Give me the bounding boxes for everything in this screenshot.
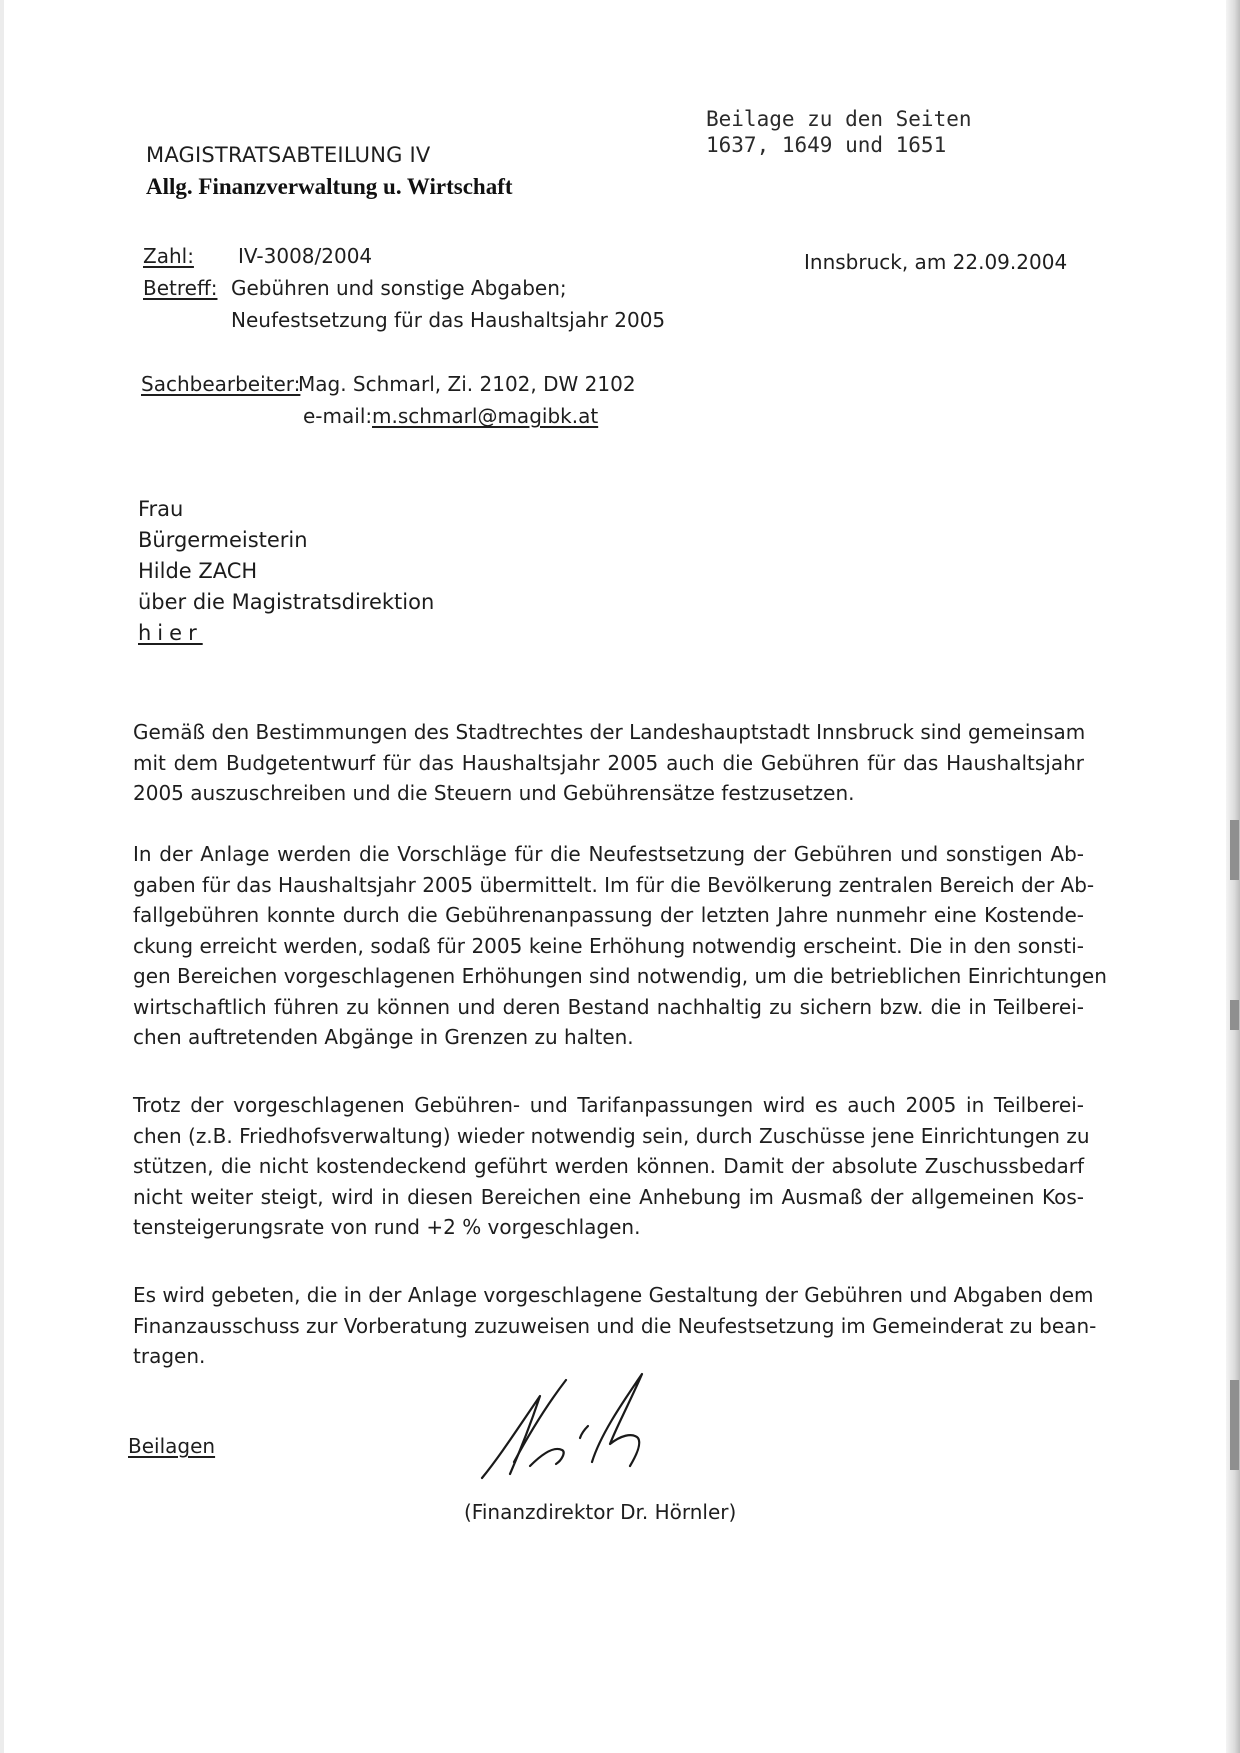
zahl-label: Zahl: (143, 244, 194, 268)
paragraph-2-line: ckung erreicht werden, sodaß für 2005 keine Erhöhung notwendig erscheint. Die in den sonsti- (133, 933, 1084, 958)
attachments-label: Beilagen (128, 1434, 216, 1458)
paragraph-3-line: stützen, die nicht kostendeckend geführt werden können. Damit der absolute Zuschussbedarf (133, 1154, 1084, 1178)
recipient-salutation: Frau (138, 497, 184, 521)
paragraph-2 (133, 839, 1107, 1053)
signatory-name: (Finanzdirektor Dr. Hörnler) (464, 1500, 737, 1524)
paragraph-2-line: gen Bereichen vorgeschlagenen Erhöhungen sind notwendig, um die betrieblichen Einrichtungen (133, 964, 1107, 988)
paragraph-1 (133, 717, 1084, 809)
division-name: Allg. Finanzverwaltung u. Wirtschaft (146, 174, 513, 199)
recipient-location: hier (138, 621, 203, 645)
paragraph-1-line: Gemäß den Bestimmungen des Stadtrechtes der Landeshauptstadt Innsbruck sind gemeinsam (133, 720, 1086, 744)
scan-edge-left (0, 0, 4, 1753)
betreff-line-1: Gebühren und sonstige Abgaben; (231, 276, 567, 300)
contact-label: Sachbearbeiter: (141, 372, 301, 396)
paragraph-2-line: chen auftretenden Abgänge in Grenzen zu halten. (133, 1025, 634, 1049)
paragraph-4-line: Es wird gebeten, die in der Anlage vorgeschlagene Gestaltung der Gebühren und Abgaben dem (133, 1283, 1094, 1307)
stamp-line-2: 1637, 1649 und 1651 (706, 133, 947, 157)
signature-stroke (580, 1426, 588, 1438)
paragraph-3 (133, 1090, 1090, 1243)
betreff-line-2: Neufestsetzung für das Haushaltsjahr 2005 (231, 308, 666, 332)
recipient-via: über die Magistratsdirektion (138, 590, 435, 614)
email-label: e-mail: (303, 404, 373, 428)
paragraph-2-line: fallgebühren konnte durch die Gebührenanpassung der letzten Jahre nunmehr eine Kostende- (133, 903, 1084, 927)
department-name: MAGISTRATSABTEILUNG IV (146, 143, 431, 167)
paragraph-2-line: wirtschaftlich führen zu können und deren Bestand nachhaltig zu sichern bzw. die in Teilberei- (133, 994, 1084, 1019)
place-date: Innsbruck, am 22.09.2004 (804, 250, 1068, 274)
paragraph-2-line: gaben für das Haushaltsjahr 2005 übermittelt. Im für die Bevölkerung zentralen Bereich der Ab- (133, 872, 1095, 897)
paragraph-1-line: 2005 auszuschreiben und die Steuern und Gebührensätze festzusetzen. (133, 781, 855, 805)
signature-stroke (592, 1374, 642, 1466)
recipient-title: Bürgermeisterin (138, 528, 308, 552)
paragraph-4 (133, 1280, 1097, 1372)
paragraph-3-line: chen (z.B. Friedhofsverwaltung) wieder notwendig sein, durch Zuschüsse jene Einrichtungen zu (133, 1123, 1090, 1148)
signature-stroke (530, 1449, 564, 1466)
paragraph-3-line: tensteigerungsrate von rund +2 % vorgeschlagen. (133, 1215, 641, 1239)
contact-value: Mag. Schmarl, Zi. 2102, DW 2102 (298, 372, 636, 396)
betreff-label: Betreff: (143, 276, 218, 300)
recipient-name: Hilde ZACH (138, 559, 258, 583)
paragraph-3-line: nicht weiter steigt, wird in diesen Bereichen eine Anhebung im Ausmaß der allgemeinen Kos- (133, 1184, 1084, 1209)
paragraph-4-line: tragen. (133, 1344, 206, 1368)
recipient-block (138, 494, 434, 649)
email-link[interactable]: m.schmarl@magibk.at (372, 404, 599, 428)
signature (470, 1366, 710, 1486)
zahl-value: IV-3008/2004 (238, 244, 373, 268)
paragraph-1-line: mit dem Budgetentwurf für das Haushaltsjahr 2005 auch die Gebühren für das Haushaltsjahr (133, 750, 1084, 775)
scan-edge-right (1226, 0, 1240, 1753)
paragraph-4-line: Finanzausschuss zur Vorberatung zuzuweisen und die Neufestsetzung im Gemeinderat zu bean- (133, 1313, 1097, 1338)
paragraph-3-line: Trotz der vorgeschlagenen Gebühren- und Tarifanpassungen wird es auch 2005 in Teilberei- (133, 1093, 1084, 1117)
stamp-line-1: Beilage zu den Seiten (706, 107, 972, 131)
paragraph-2-line: In der Anlage werden die Vorschläge für die Neufestsetzung der Gebühren und sonstigen Ab- (133, 842, 1084, 866)
